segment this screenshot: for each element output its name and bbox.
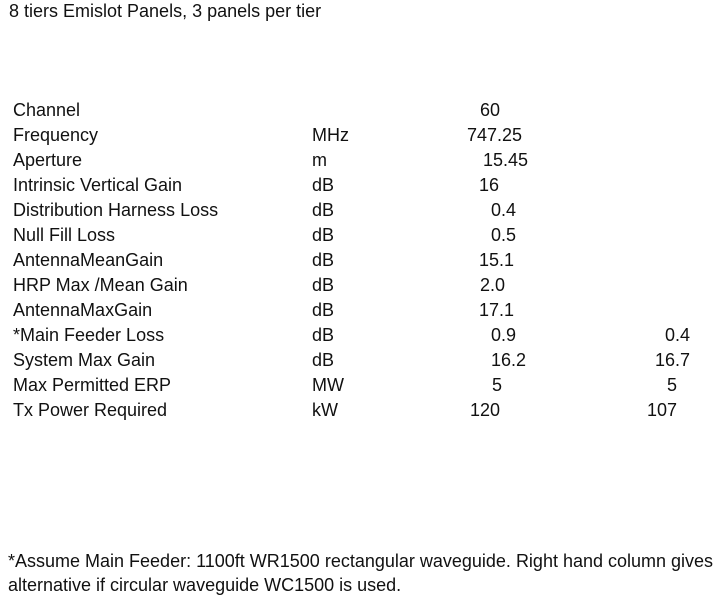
row-value: 0.5 [491, 225, 517, 245]
row-antenna-mean-gain [0, 248, 725, 273]
row-value: 0.9 [491, 325, 517, 345]
row-unit: MHz [312, 125, 349, 145]
row-label: Channel [13, 100, 81, 120]
row-distribution-harness-loss [0, 198, 725, 223]
footnote: *Assume Main Feeder: 1100ft WR1500 rectangular waveguide. Right hand column gives alternative if circular waveguide WC1500 is used. [8, 551, 714, 595]
row-unit: dB [312, 275, 335, 295]
row-label: Intrinsic Vertical Gain [13, 175, 183, 195]
row-antenna-max-gain [0, 298, 725, 323]
row-value: 15.1 [479, 250, 515, 270]
row-unit: dB [312, 225, 335, 245]
row-unit: m [312, 150, 327, 170]
row-label: System Max Gain [13, 350, 156, 370]
row-value: 17.1 [479, 300, 515, 320]
row-label: Null Fill Loss [13, 225, 116, 245]
row-label: HRP Max /Mean Gain [13, 275, 188, 295]
row-max-permitted-erp [0, 373, 725, 398]
row-unit: dB [312, 250, 335, 270]
row-alt-value: 0.4 [664, 325, 690, 345]
row-label: Distribution Harness Loss [13, 200, 219, 220]
row-label: *Main Feeder Loss [13, 325, 165, 345]
row-value: 60 [480, 100, 501, 120]
row-value: 2.0 [480, 275, 506, 295]
document-title: 8 tiers Emislot Panels, 3 panels per tier [9, 1, 322, 21]
row-alt-value: 107 [646, 400, 677, 420]
row-value: 15.45 [483, 150, 529, 170]
row-tx-power-required [0, 398, 725, 423]
row-label: Frequency [13, 125, 99, 145]
row-value: 747.25 [467, 125, 523, 145]
row-unit: kW [312, 400, 338, 420]
specification-table [0, 98, 725, 423]
row-hrp-max-mean-gain [0, 273, 725, 298]
row-alt-value: 16.7 [654, 350, 690, 370]
row-value: 120 [470, 400, 501, 420]
row-unit: dB [312, 325, 335, 345]
row-label: AntennaMaxGain [13, 300, 153, 320]
row-main-feeder-loss [0, 323, 725, 348]
row-value: 0.4 [491, 200, 517, 220]
row-value: 16 [479, 175, 500, 195]
row-unit: dB [312, 350, 335, 370]
row-label: Tx Power Required [13, 400, 168, 420]
row-value: 16.2 [491, 350, 527, 370]
row-aperture [0, 148, 725, 173]
row-unit: dB [312, 175, 335, 195]
row-frequency [0, 123, 725, 148]
row-label: AntennaMeanGain [13, 250, 164, 270]
row-label: Max Permitted ERP [13, 375, 172, 395]
row-intrinsic-vertical-gain [0, 173, 725, 198]
row-unit: dB [312, 300, 335, 320]
row-null-fill-loss [0, 223, 725, 248]
row-channel [0, 98, 725, 123]
row-alt-value: 5 [666, 375, 677, 395]
row-unit: dB [312, 200, 335, 220]
row-label: Aperture [13, 150, 83, 170]
row-system-max-gain [0, 348, 725, 373]
row-unit: MW [312, 375, 344, 395]
row-value: 5 [492, 375, 503, 395]
